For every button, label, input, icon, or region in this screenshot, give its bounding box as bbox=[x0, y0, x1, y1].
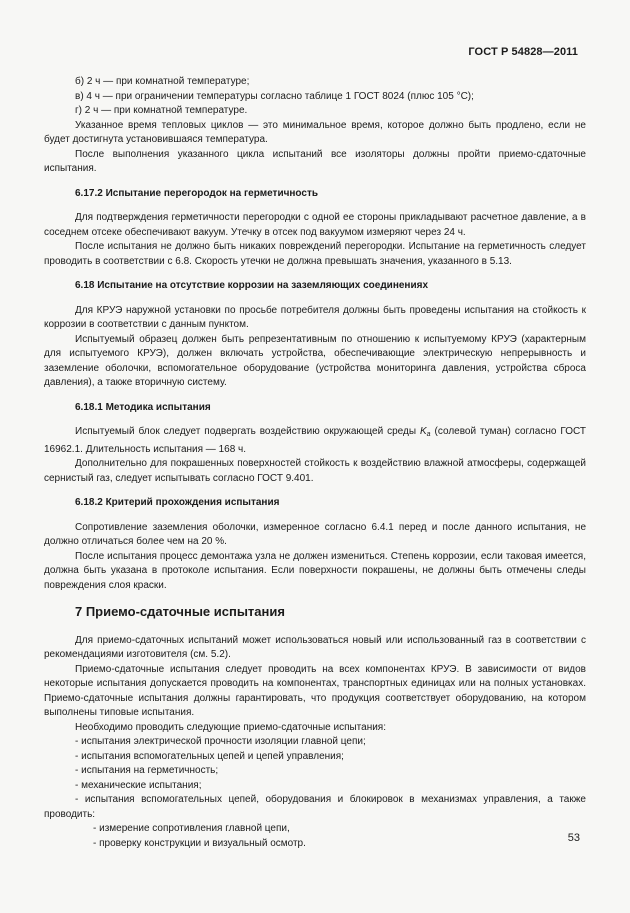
document-header: ГОСТ Р 54828—2011 bbox=[468, 46, 578, 58]
list-item: - испытания электрической прочности изоляции главной цепи; bbox=[75, 736, 366, 747]
section-heading-6-18-1: 6.18.1 Методика испытания bbox=[75, 401, 211, 413]
paragraph: После испытания процесс демонтажа узла не должен измениться. Степень коррозии, если таковая имеется, должна быть указана в протоколе испытания. Если поверхности покрашены, не должны быть отмечены следы повреждения слоя краски. bbox=[44, 550, 586, 591]
paragraph: Дополнительно для покрашенных поверхностей стойкость к воздействию влажной атмосферы, содержащей сернистый газ, следует испытывать согласно ГОСТ 9.401. bbox=[44, 458, 586, 484]
paragraph: Указанное время тепловых циклов — это минимальное время, которое должно быть продлено, если не будет достигнута установившаяся температура. bbox=[44, 119, 586, 145]
page-number: 53 bbox=[567, 832, 580, 844]
list-item-b: б) 2 ч — при комнатной температуре; bbox=[75, 76, 250, 87]
list-item-g: г) 2 ч — при комнатной температуре. bbox=[75, 105, 248, 116]
paragraph: После испытания не должно быть никаких повреждений перегородки. Испытание на герметичность следует проводить в соответствии с 6.8. Скорость утечки не должна превышать значения, указанного в 5.13. bbox=[44, 241, 586, 267]
list-item: - испытания на герметичность; bbox=[75, 765, 219, 776]
sub-list-item: - проверку конструкции и визуальный осмотр. bbox=[93, 837, 306, 849]
paragraph: Необходимо проводить следующие приемо-сдаточные испытания: bbox=[75, 721, 386, 733]
list-item: - механические испытания; bbox=[75, 779, 202, 791]
paragraph: Испытуемый образец должен быть репрезентативным по отношению к испытуемому КРУЭ (характерным для испытуемого КРУЭ), должен включать устройства, обеспечивающие электрическую непрерывность и заземление оболочки, вспомогательное оборудование (устройства мониторинга давления, устройства сброса давления), а также вторичную систему. bbox=[44, 333, 586, 388]
paragraph: Приемо-сдаточные испытания следует проводить на всех компонентах КРУЭ. В зависимости от видов некоторые испытания допускается проводить на компонентах, транспортных единицах или на полных установках. Приемо-сдаточные испытания должны гарантировать, что продукция соответствует оборудованию, на котором выполнены типовые испытания. bbox=[44, 663, 586, 718]
sub-list-item: - измерение сопротивления главной цепи, bbox=[93, 823, 290, 834]
paragraph: Для КРУЭ наружной установки по просьбе потребителя должны быть проведены испытания на стойкость к коррозии в соответствии с данным пунктом. bbox=[44, 304, 586, 330]
section-heading-6-18-2: 6.18.2 Критерий прохождения испытания bbox=[75, 497, 280, 508]
section-heading-6-17-2: 6.17.2 Испытание перегородок на герметичность bbox=[75, 187, 319, 199]
paragraph: Сопротивление заземления оболочки, измеренное согласно 6.4.1 перед и после данного испытания, не должно отличаться более чем на 20 %. bbox=[44, 521, 586, 547]
list-item: - испытания вспомогательных цепей, оборудования и блокировок в механизмах управления, а также проводить: bbox=[44, 794, 586, 820]
section-heading-6-18: 6.18 Испытание на отсутствие коррозии на заземляющих соединениях bbox=[75, 280, 429, 291]
paragraph: Для подтверждения герметичности перегородки с одной ее стороны прикладывают расчетное давление, а в соседнем отсеке обеспечивают вакуум. Утечку в отсек под вакуумом измеряют через 24 ч. bbox=[44, 212, 586, 238]
list-item-v: в) 4 ч — при ограничении температуры согласно таблице 1 ГОСТ 8024 (плюс 105 °С); bbox=[75, 90, 474, 102]
paragraph: После выполнения указанного цикла испытаний все изоляторы должны пройти приемо-сдаточные испытания. bbox=[44, 148, 586, 174]
list-item: - испытания вспомогательных цепей и цепей управления; bbox=[75, 750, 344, 762]
paragraph: Испытуемый блок следует подвергать воздействию окружающей среды $K_a$ (солевой туман) согласно ГОСТ 16962.1. Длительность испытания — 168 ч. bbox=[44, 426, 586, 455]
section-heading-7: 7 Приемо-сдаточные испытания bbox=[75, 604, 285, 619]
paragraph: Для приемо-сдаточных испытаний может использоваться новый или использованный газ в соответствии с рекомендациями изготовителя (см. 5.2). bbox=[44, 634, 586, 660]
document-body bbox=[44, 75, 586, 851]
